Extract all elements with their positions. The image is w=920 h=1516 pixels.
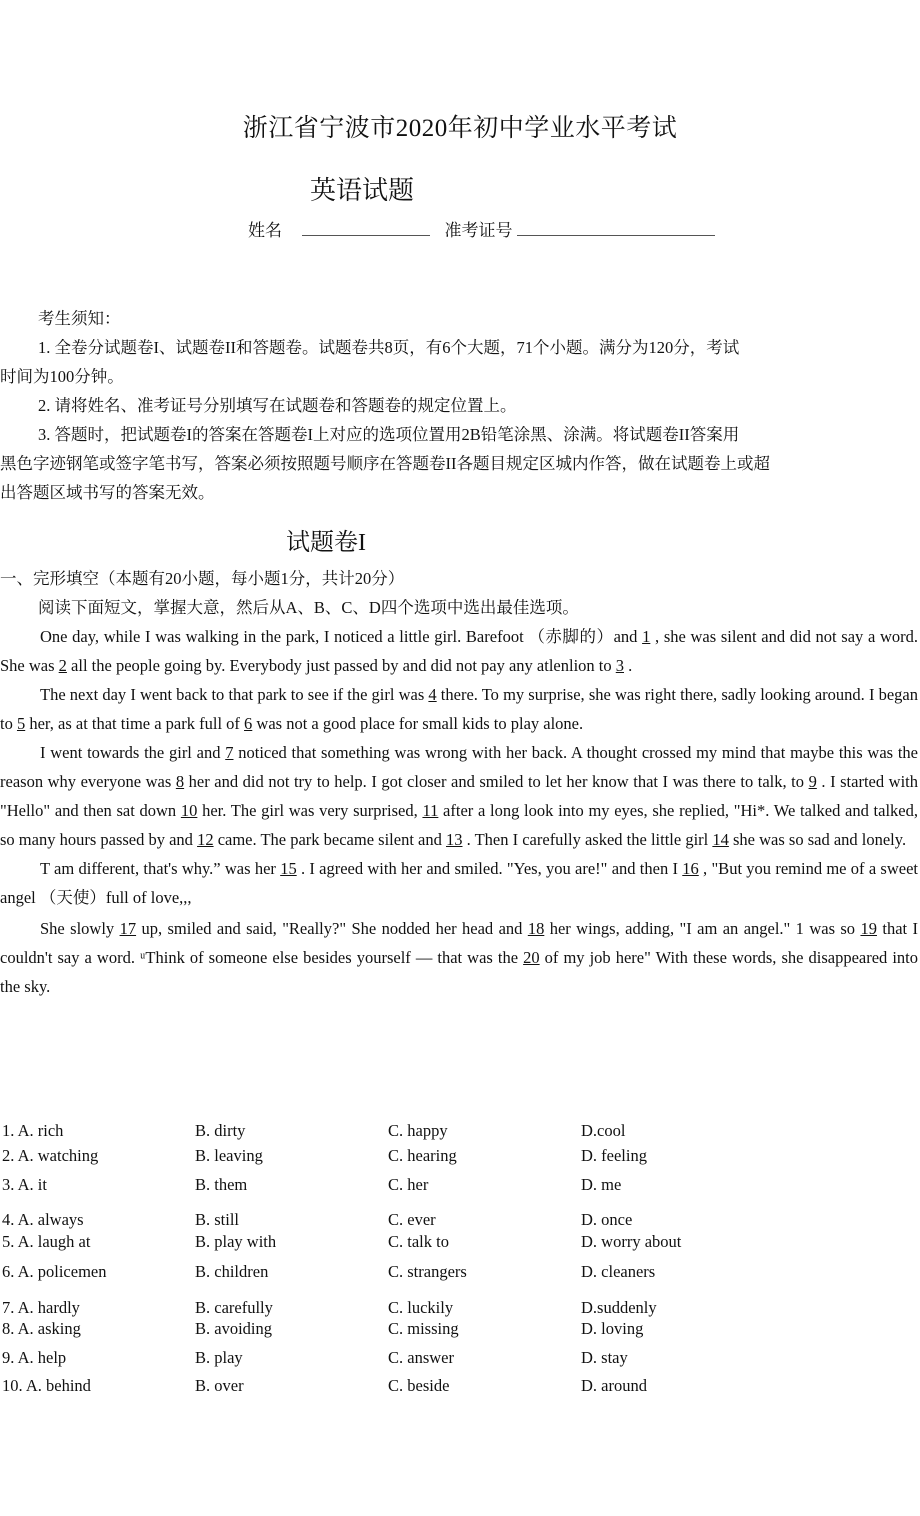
blank-17: 17 [119,919,137,938]
option-b: B. play with [195,1232,277,1251]
passage-paragraph-2: The next day I went back to that park to see if the girl was 4 there. To my surprise, she was right there, sadly looking around. I began to 5 her, as at that time a park full of 6 was not a good place for small kids to play alone. [0,685,918,733]
blank-19: 19 [860,919,877,938]
id-label: 准考证号 [444,221,513,240]
candidate-notes [0,304,860,507]
notes-heading: 考生须知： [38,309,121,328]
option-c: C. ever [388,1210,436,1229]
option-a: 6. A. policemen [2,1262,107,1281]
option-c: C. talk to [388,1232,449,1251]
option-c: C. luckily [388,1298,454,1317]
option-d: D. feeling [581,1146,647,1165]
exam-subtitle: 英语试题 [310,176,415,205]
option-b: B. leaving [195,1146,263,1165]
note-1-line-1: 1. 全卷分试题卷I、试题卷II和答题卷。试题卷共8页，有6个大题，71个小题。满分为120分，考试 [38,338,740,357]
note-2: 2. 请将姓名、准考证号分别填写在试题卷和答题卷的规定位置上。 [38,396,517,415]
option-d: D.suddenly [581,1298,657,1317]
blank-3: 3 [615,656,624,675]
blank-9: 9 [808,772,817,791]
note-3-line-1: 3. 答题时，把试题卷I的答案在答题卷I上对应的选项位置用2B铅笔涂黑、涂满。将试题卷II答案用 [38,425,740,444]
option-c: C. happy [388,1121,448,1140]
blank-13: 13 [446,830,463,849]
option-b: B. over [195,1376,244,1395]
option-a: 5. A. laugh at [2,1232,91,1251]
option-c: C. strangers [388,1262,467,1281]
option-a: 1. A. rich [2,1121,64,1140]
option-a: 9. A. help [2,1348,67,1367]
option-a: 2. A. watching [2,1146,99,1165]
option-a: 7. A. hardly [2,1298,80,1317]
option-c: C. hearing [388,1146,457,1165]
note-3-line-3: 出答题区域书写的答案无效。 [0,483,215,502]
option-d: D. me [581,1175,622,1194]
blank-15: 15 [280,859,297,878]
exam-title: 浙江省宁波市2020年初中学业水平考试 [242,115,678,142]
option-b: B. children [195,1262,269,1281]
note-3-line-2: 黑色字迹钢笔或签字笔书写，答案必须按照题号顺序在答题卷II各题目规定区城内作答，做在试题卷上或超 [0,454,770,473]
note-1-line-2: 时间为100分钟。 [0,367,124,386]
blank-11: 11 [422,801,439,820]
option-b: B. them [195,1175,248,1194]
option-b: B. play [195,1348,243,1367]
blank-5: 5 [16,714,26,733]
option-b: B. carefully [195,1298,273,1317]
option-d: D. around [581,1376,647,1395]
option-d: D.cool [581,1121,626,1140]
name-blank [302,221,430,236]
blank-1: 1 [642,627,651,646]
option-b: B. avoiding [195,1319,272,1338]
option-a: 4. A. always [2,1210,84,1229]
option-c: C. answer [388,1348,454,1367]
section-heading: 一、完形填空（本题有20小题，每小题1分，共计20分） [0,569,405,588]
cloze-passage [0,622,918,1001]
candidate-info-line [248,216,715,241]
passage-paragraph-3: I went towards the girl and 7 noticed that something was wrong with her back. A thought crossed my mind that maybe this was the reason why everyone was 8 her and did not try to help. I got closer and smiled to let her know that I was there to talk, to 9 . I started with "Hello" and then sat down 10 her. The girl was very surprised, 11 after a long look into my eyes, she replied, "Hi*. We talked and talked, so many hours passed by and 12 came. The park became silent and 13 . Then I carefully asked the little girl 14 she was so sad and lonely. [0,743,919,849]
blank-14: 14 [712,830,729,849]
section-cloze [0,564,920,622]
blank-18: 18 [527,919,545,938]
option-a: 3. A. it [2,1175,47,1194]
option-d: D. cleaners [581,1262,656,1281]
option-d: D. once [581,1210,633,1229]
option-c: C. beside [388,1376,450,1395]
blank-20: 20 [523,948,540,967]
passage-paragraph-4: T am different, that's why.” was her 15 . I agreed with her and smiled. "Yes, you are!" and then I 16 , "But you remind me of a sweet angel （天使）full of love,,, [0,859,918,907]
section-instruction: 阅读下面短文，掌握大意，然后从A、B、C、D四个选项中选出最佳选项。 [38,598,579,617]
option-d: D. worry about [581,1232,682,1251]
blank-10: 10 [180,801,198,820]
option-c: C. her [388,1175,429,1194]
id-blank [517,221,715,236]
blank-12: 12 [197,830,214,849]
blank-4: 4 [428,685,437,704]
name-label: 姓名 [248,221,282,240]
option-d: D. stay [581,1348,628,1367]
passage-paragraph-1: One day, while I was walking in the park, I noticed a little girl. Barefoot （赤脚的）and 1 , she was silent and did not say a word. She was 2 all the people going by. Everybody just passed by and did not pay any atlenlion to 3 . [0,627,918,675]
blank-7: 7 [225,743,234,762]
option-b: B. dirty [195,1121,246,1140]
option-c: C. missing [388,1319,459,1338]
blank-16: 16 [682,859,699,878]
option-a: 10. A. behind [2,1376,91,1395]
blank-6: 6 [244,714,253,733]
part-heading: 试题卷I [286,530,366,556]
passage-paragraph-5: She slowly 17 up, smiled and said, "Really?" She nodded her head and 18 her wings, adding, "I am an angel." 1 was so 19 that I couldn't say a word. ᵘThink of someone else besides yourself — that was the 20 of my job here" With these words, she disappeared into the sky. [0,919,919,996]
blank-2: 2 [58,656,67,675]
blank-8: 8 [175,772,185,791]
option-b: B. still [195,1210,240,1229]
option-d: D. loving [581,1319,644,1338]
option-a: 8. A. asking [2,1319,81,1338]
